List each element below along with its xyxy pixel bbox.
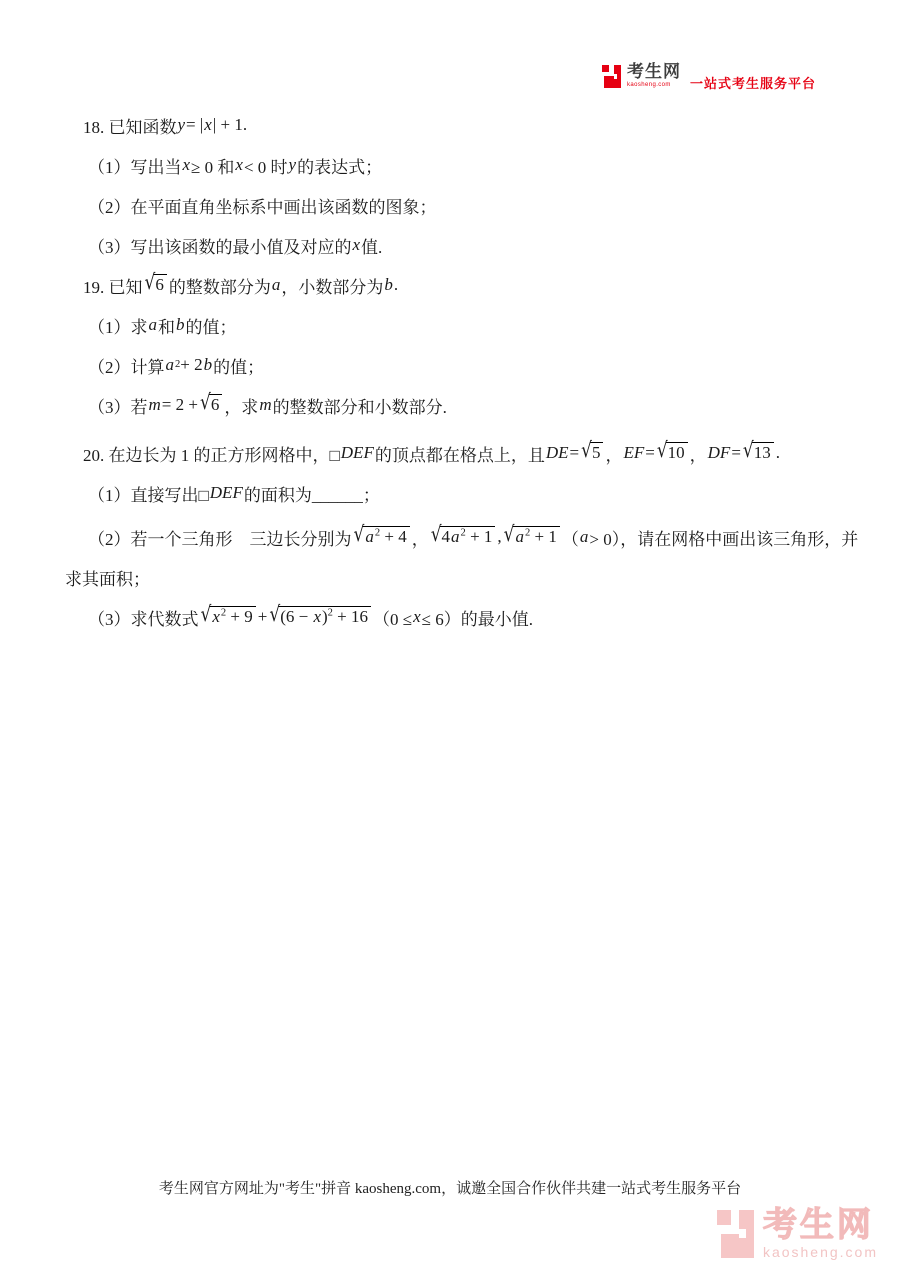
logo-block: [604, 76, 614, 88]
logo-block: [717, 1210, 731, 1225]
text-line: （2）在平面直角坐标系中画出该函数的图象；: [88, 197, 437, 217]
watermark-logo-icon: [717, 1208, 755, 1260]
logo-block: [721, 1234, 739, 1258]
brand-tagline: 一站式考生服务平台: [689, 76, 816, 91]
question-line: 18. 已知函数 y = | x | + 1.: [83, 115, 248, 137]
footer-text: 考生网官方网址为"考生"拼音 kaosheng.com，诚邀全国合作伙伴共建一站式考生服务平台: [158, 1181, 742, 1197]
text-line: （1）直接写出□ DEF 的面积为______；: [88, 483, 380, 505]
logo-notch: [739, 1229, 746, 1238]
text-line: （3）求代数式 $√x^2 + 9$ + $√(6 - x)^2 + 16$ （0 ≤ x ≤ 6）的最小值.: [88, 602, 533, 629]
text-line: （1）求 a 和 b 的值；: [88, 315, 237, 337]
brand-name: 考生网: [626, 62, 681, 81]
text-line: 求其面积；: [65, 569, 150, 589]
watermark-brand: 考生网: [762, 1206, 874, 1244]
question-line: 20. 在边长为 1 的正方形网格中，□ DEF 的顶点都在格点上，且 DE = √5 ， EF = √10 ， DF = √13 .: [83, 438, 781, 465]
header-logo: [602, 63, 816, 92]
watermark: [717, 1208, 878, 1260]
kaosheng-logo-icon: [602, 63, 623, 90]
watermark-domain: kaosheng.com: [762, 1244, 878, 1260]
brand-domain: kaosheng.com: [626, 82, 671, 88]
text-line: （2）计算 a 2 + 2 b 的值；: [88, 355, 265, 377]
document-body: [65, 105, 885, 637]
question-line: 19. 已知 √6 的整数部分为 a ，小数部分为 b .: [83, 270, 399, 297]
text-line: （2）若一个三角形 三边长分别为 $√a^2 + 4$ ， $√4a^2 + 1$ , $√a^2 + 1$ （ a > 0），请在网格中画出该三角形，并: [88, 522, 859, 549]
logo-notch: [614, 74, 617, 79]
logo-block: [602, 65, 609, 72]
text-line: （3）写出该函数的最小值及对应的 x 值.: [88, 235, 383, 257]
text-line: （1）写出当 x ≥ 0 和 x < 0 时 y 的表达式；: [88, 155, 383, 177]
text-line: （3）若 m = 2 + √6 ，求 m 的整数部分和小数部分.: [88, 390, 447, 417]
